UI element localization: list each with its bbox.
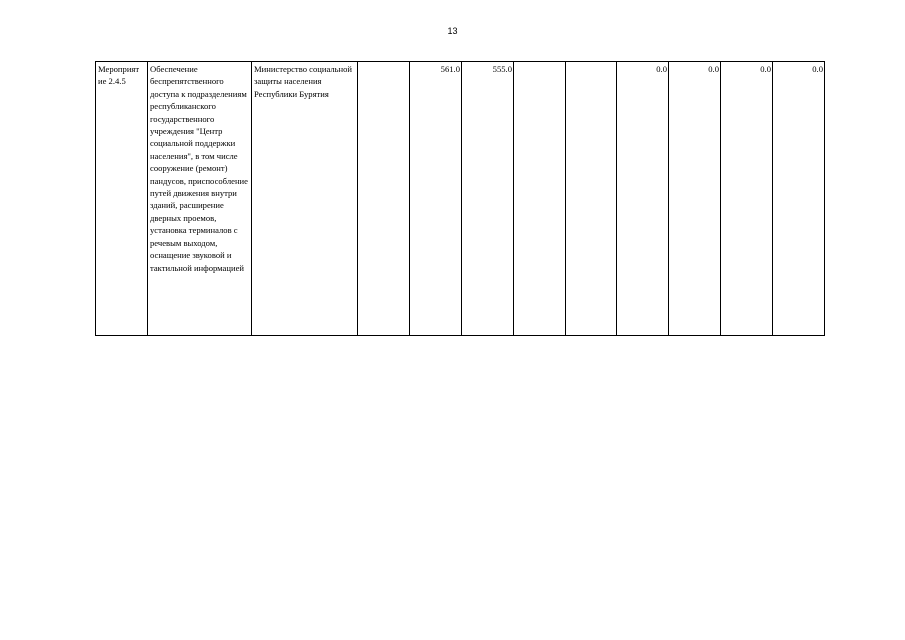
table-cell-10: 0.0 — [669, 62, 721, 336]
table-cell-9: 0.0 — [617, 62, 669, 336]
table-cell-4 — [358, 62, 410, 336]
table-cell-12: 0.0 — [773, 62, 825, 336]
table-cell-7 — [514, 62, 566, 336]
table-cell-5: 561.0 — [410, 62, 462, 336]
event-code-cell: Мероприят ие 2.4.5 — [96, 62, 148, 336]
event-name-cell: Обеспечение беспрепятственного доступа к подразделениям республиканского государственного учреждения "Центр социальной поддержки населения", в том числе сооружение (ремонт) пандусов, приспособление путей движения внутри зданий, расширение дверных проемов, установка терминалов с речевым выходом, оснащение звуковой и тактильной информацией — [148, 62, 252, 336]
page-number: 13 — [447, 26, 458, 36]
table-cell-8 — [566, 62, 617, 336]
program-table — [95, 61, 825, 336]
table-cell-11: 0.0 — [721, 62, 773, 336]
executor-cell: Министерство социальной защиты населения Республики Бурятия — [252, 62, 358, 336]
table-row — [96, 62, 825, 336]
table-cell-6: 555.0 — [462, 62, 514, 336]
